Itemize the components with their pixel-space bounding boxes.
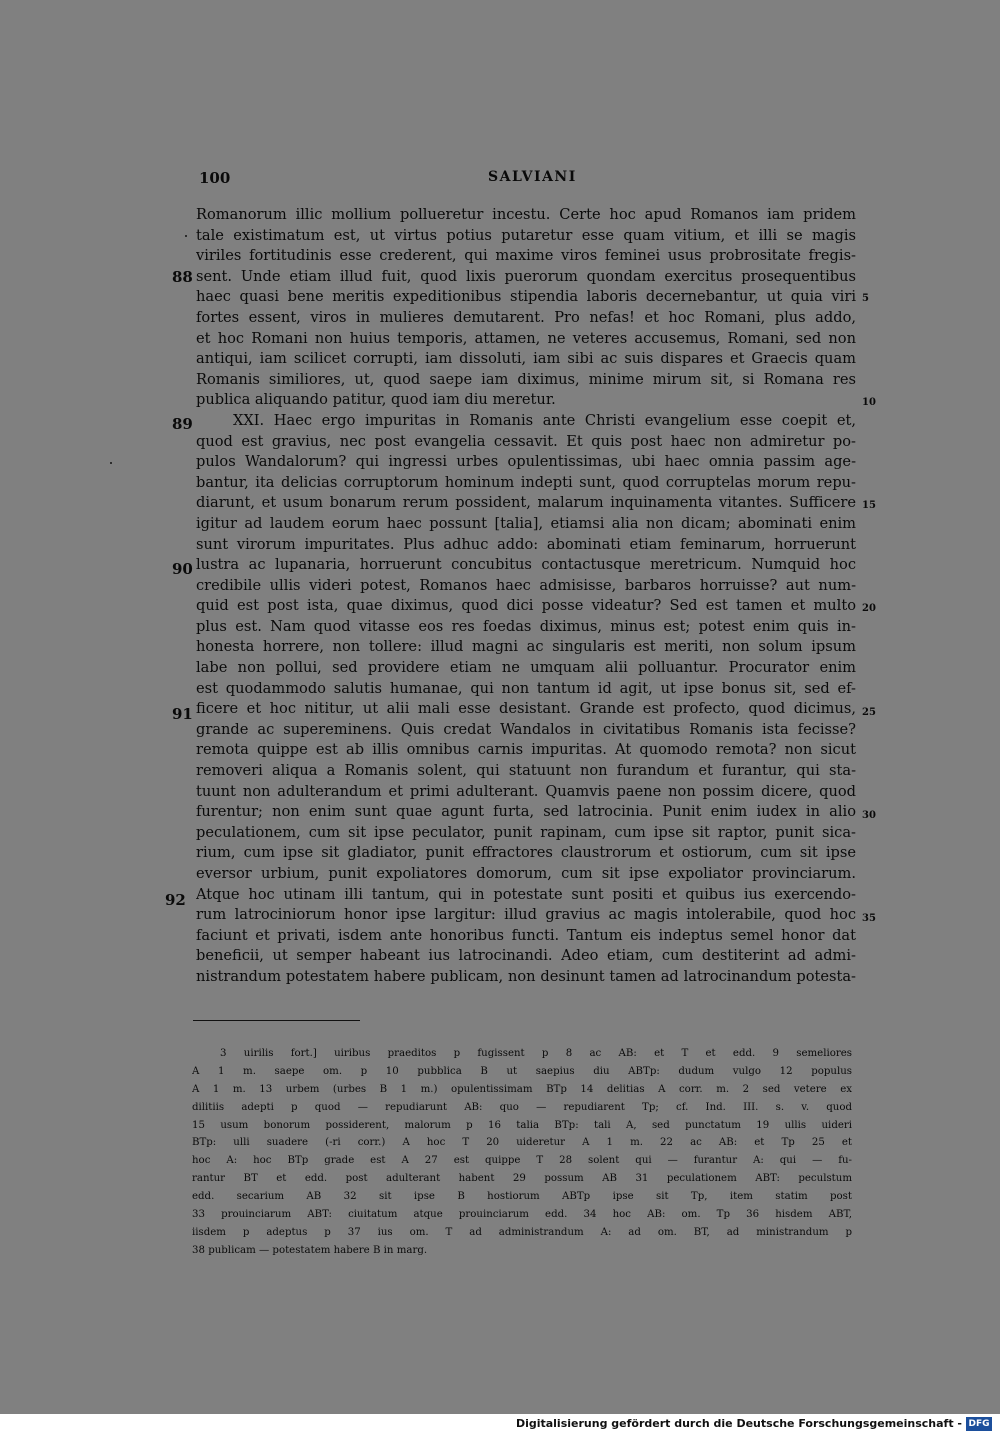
section-number: 91 — [172, 705, 193, 723]
text-line: viriles fortitudinis esse crederent, qui maxime viros feminei usus probrositate fregis- — [196, 247, 856, 265]
page-number: 100 — [199, 169, 231, 187]
apparatus-line: 33 prouinciarum ABT: ciuitatum atque prouinciarum edd. 34 hoc AB: om. Tp 36 hisdem ABT, — [192, 1209, 852, 1221]
text-line: antiqui, iam scilicet corrupti, iam dissoluti, iam sibi ac suis dispares et Graecis quam — [196, 350, 856, 368]
text-line: publica aliquando patitur, quod iam diu meretur. — [196, 391, 556, 409]
text-line: eversor urbium, punit expoliatores domorum, cum sit ipse expoliator provinciarum. — [196, 865, 856, 882]
text-line: tale existimatum est, ut virtus potius putaretur esse quam vitium, et illi se magis — [196, 226, 856, 244]
running-title: SALVIANI — [488, 169, 577, 185]
text-line: peculationem, cum sit ipse peculator, punit rapinam, cum ipse sit raptor, punit sica- — [196, 823, 856, 841]
apparatus-line: dilitiis adepti p quod — repudiarunt AB: quo — repudiarent Tp; cf. Ind. III. s. v. quod — [192, 1101, 852, 1113]
text-line: removeri aliqua a Romanis solent, qui statuunt non furandum et furantur, qui sta- — [196, 762, 856, 780]
apparatus-line: rantur BT et edd. post adulterant habent 29 possum AB 31 peculationem ABT: peculstum — [192, 1173, 852, 1185]
text-line: bantur, ita delicias corruptorum hominum indepti sunt, quod corruptelas morum repu- — [196, 473, 856, 491]
footnote-rule — [193, 1020, 360, 1021]
text-line: Romanorum illic mollium pollueretur incestu. Certe hoc apud Romanos iam pridem — [196, 206, 856, 223]
section-number: 88 — [172, 268, 193, 286]
text-line: est quodammodo salutis humanae, qui non tantum id agit, ut ipse bonus sit, sed ef- — [196, 679, 856, 697]
text-line: honesta horrere, non tollere: illud magni ac singularis est meriti, non solum ipsum — [196, 638, 856, 656]
text-line: Romanis similiores, ut, quod saepe iam diximus, minime mirum sit, si Romana res — [196, 370, 856, 388]
text-line: lustra ac lupanaria, horruerunt concubitus contactusque meretricum. Numquid hoc — [196, 556, 856, 574]
text-line: Atque hoc utinam illi tantum, qui in potestate sunt positi et quibus ius exercendo- — [196, 885, 856, 903]
text-line: credibile ullis videri potest, Romanos haec admisisse, barbaros horruisse? aut num- — [196, 576, 856, 594]
line-number: 10 — [862, 397, 876, 408]
section-number: 89 — [172, 415, 193, 433]
text-line: igitur ad laudem eorum haec possunt [talia], etiamsi alia non dicam; abominati enim — [196, 514, 856, 532]
line-number: 5 — [862, 293, 869, 304]
text-line: furentur; non enim sunt quae agunt furta, sed latrocinia. Punit enim iudex in alio — [196, 803, 856, 821]
text-line: plus est. Nam quod vitasse eos res foedas diximus, minus est; potest enim quis in- — [196, 617, 856, 635]
line-number: 25 — [862, 707, 876, 718]
main-text — [196, 205, 856, 988]
text-line: tuunt non adulterandum et primi adulterant. Quamvis paene non possim dicere, quod — [196, 782, 856, 800]
section-number: 92 — [165, 891, 186, 909]
scan-speck — [185, 235, 187, 237]
text-line: nistrandum potestatem habere publicam, non desinunt tamen ad latrocinandum potesta- — [196, 967, 856, 985]
text-line: beneficii, ut semper habeant ius latrocinandi. Adeo etiam, cum destiterint ad admi- — [196, 947, 856, 965]
text-line: et hoc Romani non huius temporis, attamen, ne veteres accusemus, Romani, sed non — [196, 329, 856, 347]
line-number: 30 — [862, 810, 876, 821]
apparatus-line: 3 uirilis fort.] uiribus praeditos p fugissent p 8 ac AB: et T et edd. 9 semeliores — [220, 1048, 852, 1059]
text-line: rium, cum ipse sit gladiator, punit effractores claustrorum et ostiorum, cum sit ipse — [196, 844, 856, 862]
text-line: fortes essent, viros in mulieres demutarent. Pro nefas! et hoc Romani, plus addo, — [196, 308, 856, 326]
apparatus-line: hoc A: hoc BTp grade est A 27 est quippe T 28 solent qui — furantur A: qui — fu- — [192, 1155, 852, 1167]
text-line: faciunt et privati, isdem ante honoribus functi. Tantum eis indeptus semel honor dat — [196, 926, 856, 944]
text-line: sunt virorum impuritates. Plus adhuc addo: abominati etiam feminarum, horruerunt — [196, 535, 856, 553]
apparatus-line: 38 publicam — potestatem habere B in marg. — [192, 1244, 428, 1256]
text-line: rum latrociniorum honor ipse largitur: illud gravius ac magis intolerabile, quod hoc — [196, 906, 856, 924]
text-line: XXI. Haec ergo impuritas in Romanis ante Christi evangelium esse coepit et, — [233, 411, 856, 429]
text-line: quod est gravius, nec post evangelia cessavit. Et quis post haec non admiretur po- — [196, 432, 856, 450]
scan-speck — [110, 462, 112, 464]
text-line: grande ac supereminens. Quis credat Wandalos in civitatibus Romanis ista fecisse? — [196, 720, 856, 738]
line-number: 15 — [862, 500, 876, 511]
text-line: ficere et hoc nititur, ut alii mali esse desistant. Grande est profecto, quod dicimus, — [196, 700, 856, 718]
text-line: haec quasi bene meritis expeditionibus stipendia laboris decernebantur, ut quia viri — [196, 288, 856, 306]
line-number: 20 — [862, 603, 876, 614]
section-number: 90 — [172, 560, 193, 578]
apparatus-line: 15 usum bonorum possiderent, malorum p 16 talia BTp: tali A, sed punctatum 19 ullis uideri — [192, 1119, 852, 1131]
text-line: diarunt, et usum bonarum rerum possident, malarum inquinamenta vitantes. Sufficere — [196, 494, 856, 512]
critical-apparatus — [192, 1045, 852, 1260]
text-line: quid est post ista, quae diximus, quod dici posse videatur? Sed est tamen et multo — [196, 597, 856, 615]
text-line: labe non pollui, sed providere etiam ne umquam alii polluantur. Procurator enim — [196, 659, 856, 677]
footer-bar — [0, 1414, 1000, 1434]
apparatus-line: edd. secarium AB 32 sit ipse B hostiorum ABTp ipse sit Tp, item statim post — [192, 1191, 852, 1203]
apparatus-line: BTp: ulli suadere (-ri corr.) A hoc T 20 uideretur A 1 m. 22 ac AB: et Tp 25 et — [192, 1137, 852, 1149]
apparatus-line: iisdem p adeptus p 37 ius om. T ad administrandum A: ad om. BT, ad ministrandum p — [192, 1226, 852, 1238]
text-line: sent. Unde etiam illud fuit, quod lixis puerorum quondam exercitus prosequentibus — [196, 267, 856, 285]
apparatus-line: A 1 m. 13 urbem (urbes B 1 m.) opulentissimam BTp 14 delitias A corr. m. 2 sed vetere ex — [192, 1083, 852, 1095]
funding-credit: Digitalisierung gefördert durch die Deutsche Forschungsgemeinschaft - — [515, 1417, 962, 1430]
apparatus-line: A 1 m. saepe om. p 10 pubblica B ut saepius diu ABTp: dudum vulgo 12 populus — [192, 1065, 852, 1077]
text-line: remota quippe est ab illis omnibus carnis impuritas. At quomodo remota? non sicut — [196, 741, 856, 759]
dfg-logo: DFG — [966, 1417, 992, 1431]
line-number: 35 — [862, 913, 876, 924]
text-line: pulos Wandalorum? qui ingressi urbes opulentissimas, ubi haec omnia passim age- — [196, 453, 856, 471]
